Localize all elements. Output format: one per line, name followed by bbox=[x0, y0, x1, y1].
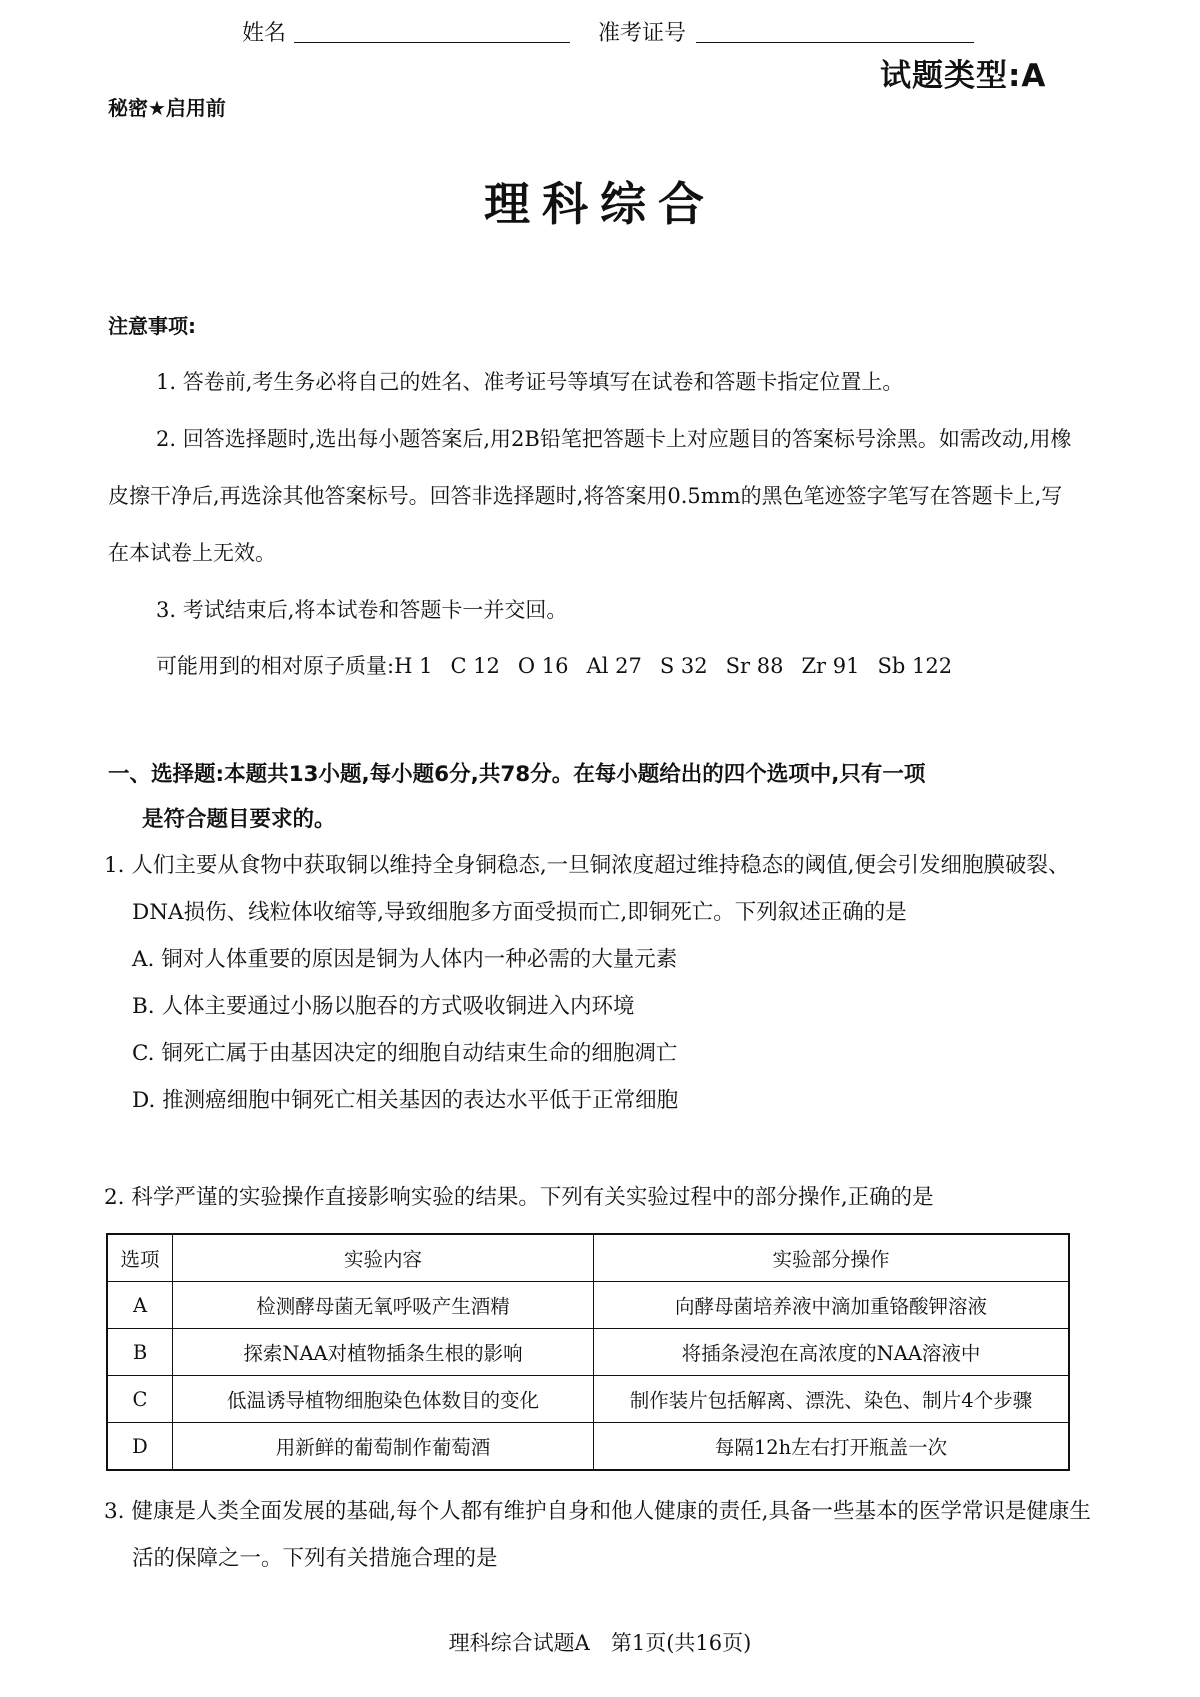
table-header-cell: 选项 bbox=[107, 1234, 173, 1282]
table-cell: 检测酵母菌无氧呼吸产生酒精 bbox=[173, 1282, 594, 1329]
name-label: 姓名 bbox=[242, 21, 287, 46]
table-cell: 向酵母菌培养液中滴加重铬酸钾溶液 bbox=[594, 1282, 1070, 1329]
question-1 bbox=[104, 842, 1094, 1124]
table-cell: 制作装片包括解离、漂洗、染色、制片4个步骤 bbox=[594, 1376, 1070, 1423]
question-2 bbox=[104, 1174, 1094, 1221]
question-3 bbox=[104, 1488, 1094, 1582]
table-cell: D bbox=[107, 1423, 173, 1471]
table-row bbox=[107, 1329, 1069, 1376]
option-a: A. 铜对人体重要的原因是铜为人体内一种必需的大量元素 bbox=[132, 947, 678, 972]
table-cell: 每隔12h左右打开瓶盖一次 bbox=[594, 1423, 1070, 1471]
exam-number-blank-line bbox=[696, 42, 974, 43]
question-stem: 2. 科学严谨的实验操作直接影响实验的结果。下列有关实验过程中的部分操作,正确的是 bbox=[104, 1185, 934, 1210]
atomic-mass-item: S 32 bbox=[659, 654, 708, 678]
notice-item-1: 1. 答卷前,考生务必将自己的姓名、准考证号等填写在试卷和答题卡指定位置上。 bbox=[156, 370, 904, 394]
table-cell: A bbox=[107, 1282, 173, 1329]
table-cell: C bbox=[107, 1376, 173, 1423]
section-heading bbox=[108, 752, 1088, 842]
atomic-mass-item: H 1 bbox=[394, 654, 433, 678]
atomic-mass-line bbox=[156, 650, 970, 680]
atomic-mass-item: Sr 88 bbox=[725, 654, 784, 678]
table-header-cell: 实验部分操作 bbox=[594, 1234, 1070, 1282]
atomic-mass-item: C 12 bbox=[450, 654, 500, 678]
table-row bbox=[107, 1282, 1069, 1329]
table-cell: B bbox=[107, 1329, 173, 1376]
table-cell: 低温诱导植物细胞染色体数目的变化 bbox=[173, 1376, 594, 1423]
name-blank-line bbox=[294, 42, 570, 43]
notice-heading: 注意事项: bbox=[108, 314, 196, 338]
table-cell: 探索NAA对植物插条生根的影响 bbox=[173, 1329, 594, 1376]
atomic-mass-label: 可能用到的相对原子质量: bbox=[156, 654, 395, 678]
exam-number-label: 准考证号 bbox=[598, 21, 687, 46]
table-row bbox=[107, 1423, 1069, 1471]
atomic-mass-item: Zr 91 bbox=[801, 654, 860, 678]
notice-item-3: 3. 考试结束后,将本试卷和答题卡一并交回。 bbox=[156, 598, 568, 622]
page-title: 理科综合 bbox=[484, 177, 716, 231]
atomic-mass-item: Al 27 bbox=[586, 654, 642, 678]
question-stem: 3. 健康是人类全面发展的基础,每个人都有维护自身和他人健康的责任,具备一些基本的医学常识是健康生活的保障之一。下列有关措施合理的是 bbox=[104, 1499, 1092, 1571]
section-heading-line-2: 是符合题目要求的。 bbox=[142, 807, 336, 832]
option-c: C. 铜死亡属于由基因决定的细胞自动结束生命的细胞凋亡 bbox=[132, 1041, 678, 1066]
atomic-mass-item: Sb 122 bbox=[877, 654, 953, 678]
atomic-mass-item: O 16 bbox=[517, 654, 569, 678]
table-header-cell: 实验内容 bbox=[173, 1234, 594, 1282]
question-stem: 1. 人们主要从食物中获取铜以维持全身铜稳态,一旦铜浓度超过维持稳态的阈值,便会引发细胞膜破裂、DNA损伤、线粒体收缩等,导致细胞多方面受损而亡,即铜死亡。下列叙述正确的是 bbox=[104, 853, 1070, 925]
candidate-info-line bbox=[0, 14, 1200, 48]
exam-type-label: 试题类型:A bbox=[880, 58, 1047, 94]
confidential-mark: 秘密★启用前 bbox=[108, 96, 226, 120]
notice-item-2: 2. 回答选择题时,选出每小题答案后,用2B铅笔把答题卡上对应题目的答案标号涂黑。如需改动,用橡皮擦干净后,再选涂其他答案标号。回答非选择题时,将答案用0.5mm的黑色笔迹签字笔写在答题卡上,写在本试卷上无效。 bbox=[108, 427, 1072, 565]
table-header-row bbox=[107, 1234, 1069, 1282]
table-row bbox=[107, 1376, 1069, 1423]
option-d: D. 推测癌细胞中铜死亡相关基因的表达水平低于正常细胞 bbox=[132, 1088, 679, 1113]
experiment-table bbox=[106, 1233, 1070, 1471]
table-cell: 用新鲜的葡萄制作葡萄酒 bbox=[173, 1423, 594, 1471]
table-cell: 将插条浸泡在高浓度的NAA溶液中 bbox=[594, 1329, 1070, 1376]
option-b: B. 人体主要通过小肠以胞吞的方式吸收铜进入内环境 bbox=[132, 994, 635, 1019]
section-heading-line-1: 一、选择题:本题共13小题,每小题6分,共78分。在每小题给出的四个选项中,只有一项 bbox=[108, 762, 926, 787]
page-footer: 理科综合试题A 第1页(共16页) bbox=[448, 1631, 752, 1655]
